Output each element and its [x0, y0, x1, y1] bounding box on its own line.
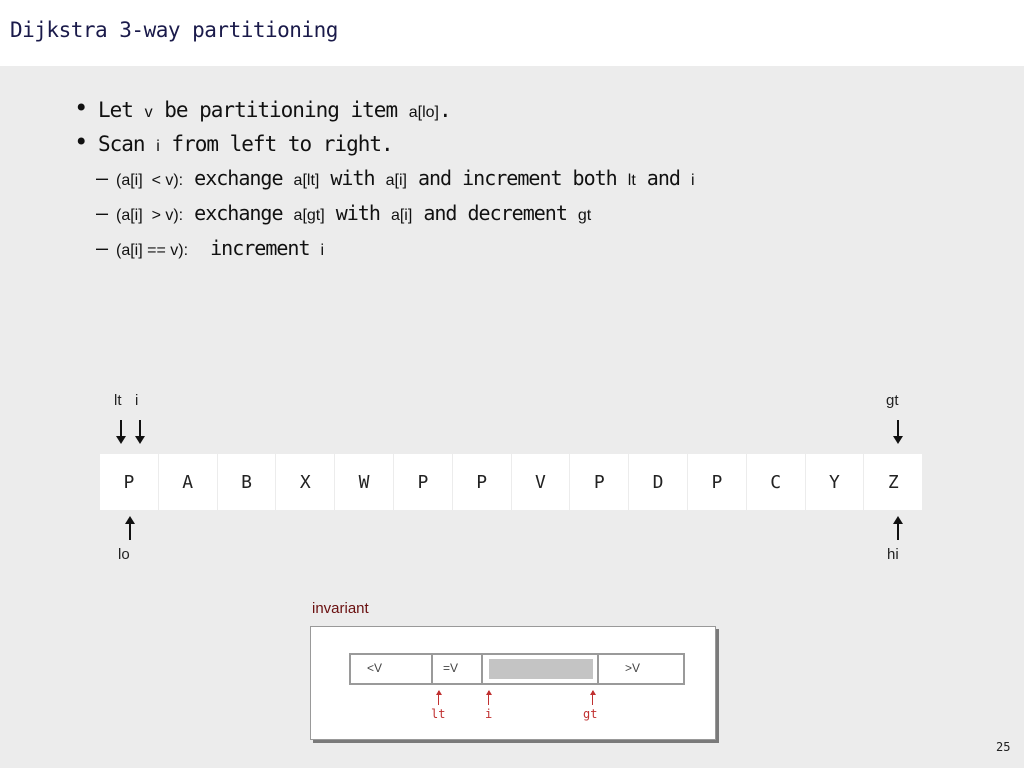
sub-bullet-equal: – (a[i] == v): increment i — [96, 236, 325, 260]
pointer-lo-label: lo — [118, 546, 130, 563]
array-cell: V — [512, 454, 570, 510]
condition: (a[i] == v): — [116, 242, 189, 259]
array-cell: D — [629, 454, 687, 510]
array-cell: B — [218, 454, 276, 510]
slide-title: Dijkstra 3-way partitioning — [10, 18, 338, 42]
pointer-hi-label: hi — [887, 546, 899, 563]
title-bar — [0, 0, 1024, 66]
invariant-i-label: i — [485, 707, 493, 721]
array-cell: X — [276, 454, 334, 510]
bullet-1: • Let v be partitioning item a[lo]. — [74, 94, 451, 122]
array-cell: W — [335, 454, 393, 510]
invariant-lt-label: lt — [431, 707, 446, 721]
array-cell: P — [453, 454, 511, 510]
invariant-label: invariant — [312, 600, 369, 617]
array-cells — [100, 454, 922, 510]
array-cell: P — [570, 454, 628, 510]
array-cell: P — [688, 454, 746, 510]
invariant-diagram — [310, 626, 716, 740]
code-i: i — [156, 138, 160, 155]
array-cell: P — [394, 454, 452, 510]
arrow-down-gt-icon — [893, 420, 903, 442]
bullet-dot-icon: • — [74, 128, 88, 156]
array-cell: C — [747, 454, 805, 510]
array-cell: P — [100, 454, 158, 510]
invariant-segment-unknown — [489, 659, 593, 679]
arrow-up-hi-icon — [893, 518, 903, 540]
arrow-down-lt-icon — [116, 420, 126, 442]
condition: (a[i] > v): — [116, 207, 184, 224]
pointer-i-label: i — [135, 392, 139, 409]
invariant-arrow-gt-icon — [590, 691, 596, 705]
code-a-lo: a[lo] — [408, 104, 439, 121]
arrow-up-lo-icon — [125, 518, 135, 540]
sub-bullet-greater: – (a[i] > v): exchange a[gt] with a[i] and decrement gt — [96, 201, 592, 225]
invariant-segment-greater: >V — [597, 655, 683, 683]
pointer-lt-label: lt — [114, 392, 122, 409]
invariant-bar — [349, 653, 685, 685]
bullet-dot-icon: • — [74, 94, 88, 122]
invariant-segment-equal: =V — [433, 655, 483, 683]
code-v: v — [144, 104, 153, 121]
arrow-down-i-icon — [135, 420, 145, 442]
invariant-arrow-lt-icon — [436, 691, 442, 705]
page-number: 25 — [996, 740, 1011, 754]
invariant-segment-less: <V — [351, 655, 433, 683]
invariant-gt-label: gt — [583, 707, 598, 721]
pointer-gt-label: gt — [886, 392, 899, 409]
condition: (a[i] < v): — [116, 172, 184, 189]
bullet-list — [74, 94, 974, 271]
array-cell: Y — [806, 454, 864, 510]
array-cell: A — [159, 454, 217, 510]
array-cell: Z — [864, 454, 922, 510]
bullet-2: • Scan i from left to right. — [74, 128, 393, 156]
sub-bullet-less: – (a[i] < v): exchange a[lt] with a[i] and increment both lt and i — [96, 166, 695, 190]
invariant-arrow-i-icon — [486, 691, 492, 705]
